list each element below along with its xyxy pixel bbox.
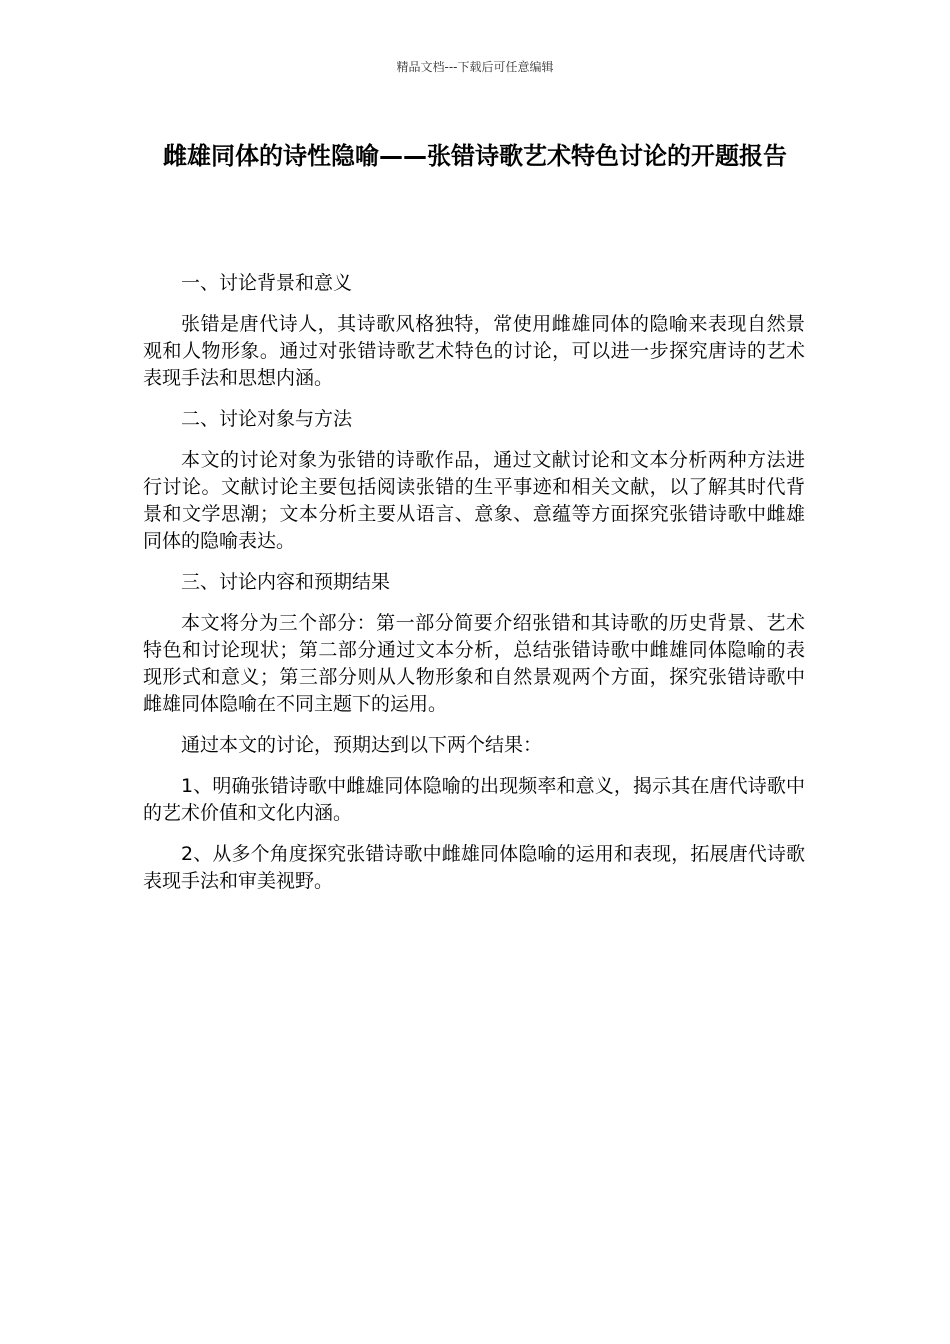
- paragraph-expected-intro: 通过本文的讨论，预期达到以下两个结果：: [181, 734, 543, 756]
- header-note: 精品文档---下载后可任意编辑: [396, 60, 554, 74]
- document-body: [143, 270, 805, 909]
- paragraph-background: 张错是唐代诗人，其诗歌风格独特，常使用雌雄同体的隐喻来表现自然景观和人物形象。通过对张错诗歌艺术特色的讨论，可以进一步探究唐诗的艺术表现手法和思想内涵。: [143, 313, 805, 389]
- paragraph-content: 本文将分为三个部分：第一部分简要介绍张错和其诗歌的历史背景、艺术特色和讨论现状；第二部分通过文本分析，总结张错诗歌中雌雄同体隐喻的表现形式和意义；第三部分则从人物形象和自然景观两个方面，探究张错诗歌中雌雄同体隐喻在不同主题下的运用。: [143, 612, 805, 715]
- paragraph-expected-result-1: 1、明确张错诗歌中雌雄同体隐喻的出现频率和意义，揭示其在唐代诗歌中的艺术价值和文化内涵。: [143, 775, 805, 824]
- section-heading-content: 三、讨论内容和预期结果: [181, 571, 391, 593]
- section-heading-method: 二、讨论对象与方法: [181, 408, 353, 430]
- section-heading-background: 一、讨论背景和意义: [181, 272, 353, 294]
- paragraph-expected-result-2: 2、从多个角度探究张错诗歌中雌雄同体隐喻的运用和表现，拓展唐代诗歌表现手法和审美视野。: [143, 843, 805, 892]
- document-title: 雌雄同体的诗性隐喻——张错诗歌艺术特色讨论的开题报告: [163, 142, 787, 170]
- paragraph-method: 本文的讨论对象为张错的诗歌作品，通过文献讨论和文本分析两种方法进行讨论。文献讨论主要包括阅读张错的生平事迹和相关文献，以了解其时代背景和文学思潮；文本分析主要从语言、意象、意蕴等方面探究张错诗歌中雌雄同体的隐喻表达。: [143, 449, 805, 552]
